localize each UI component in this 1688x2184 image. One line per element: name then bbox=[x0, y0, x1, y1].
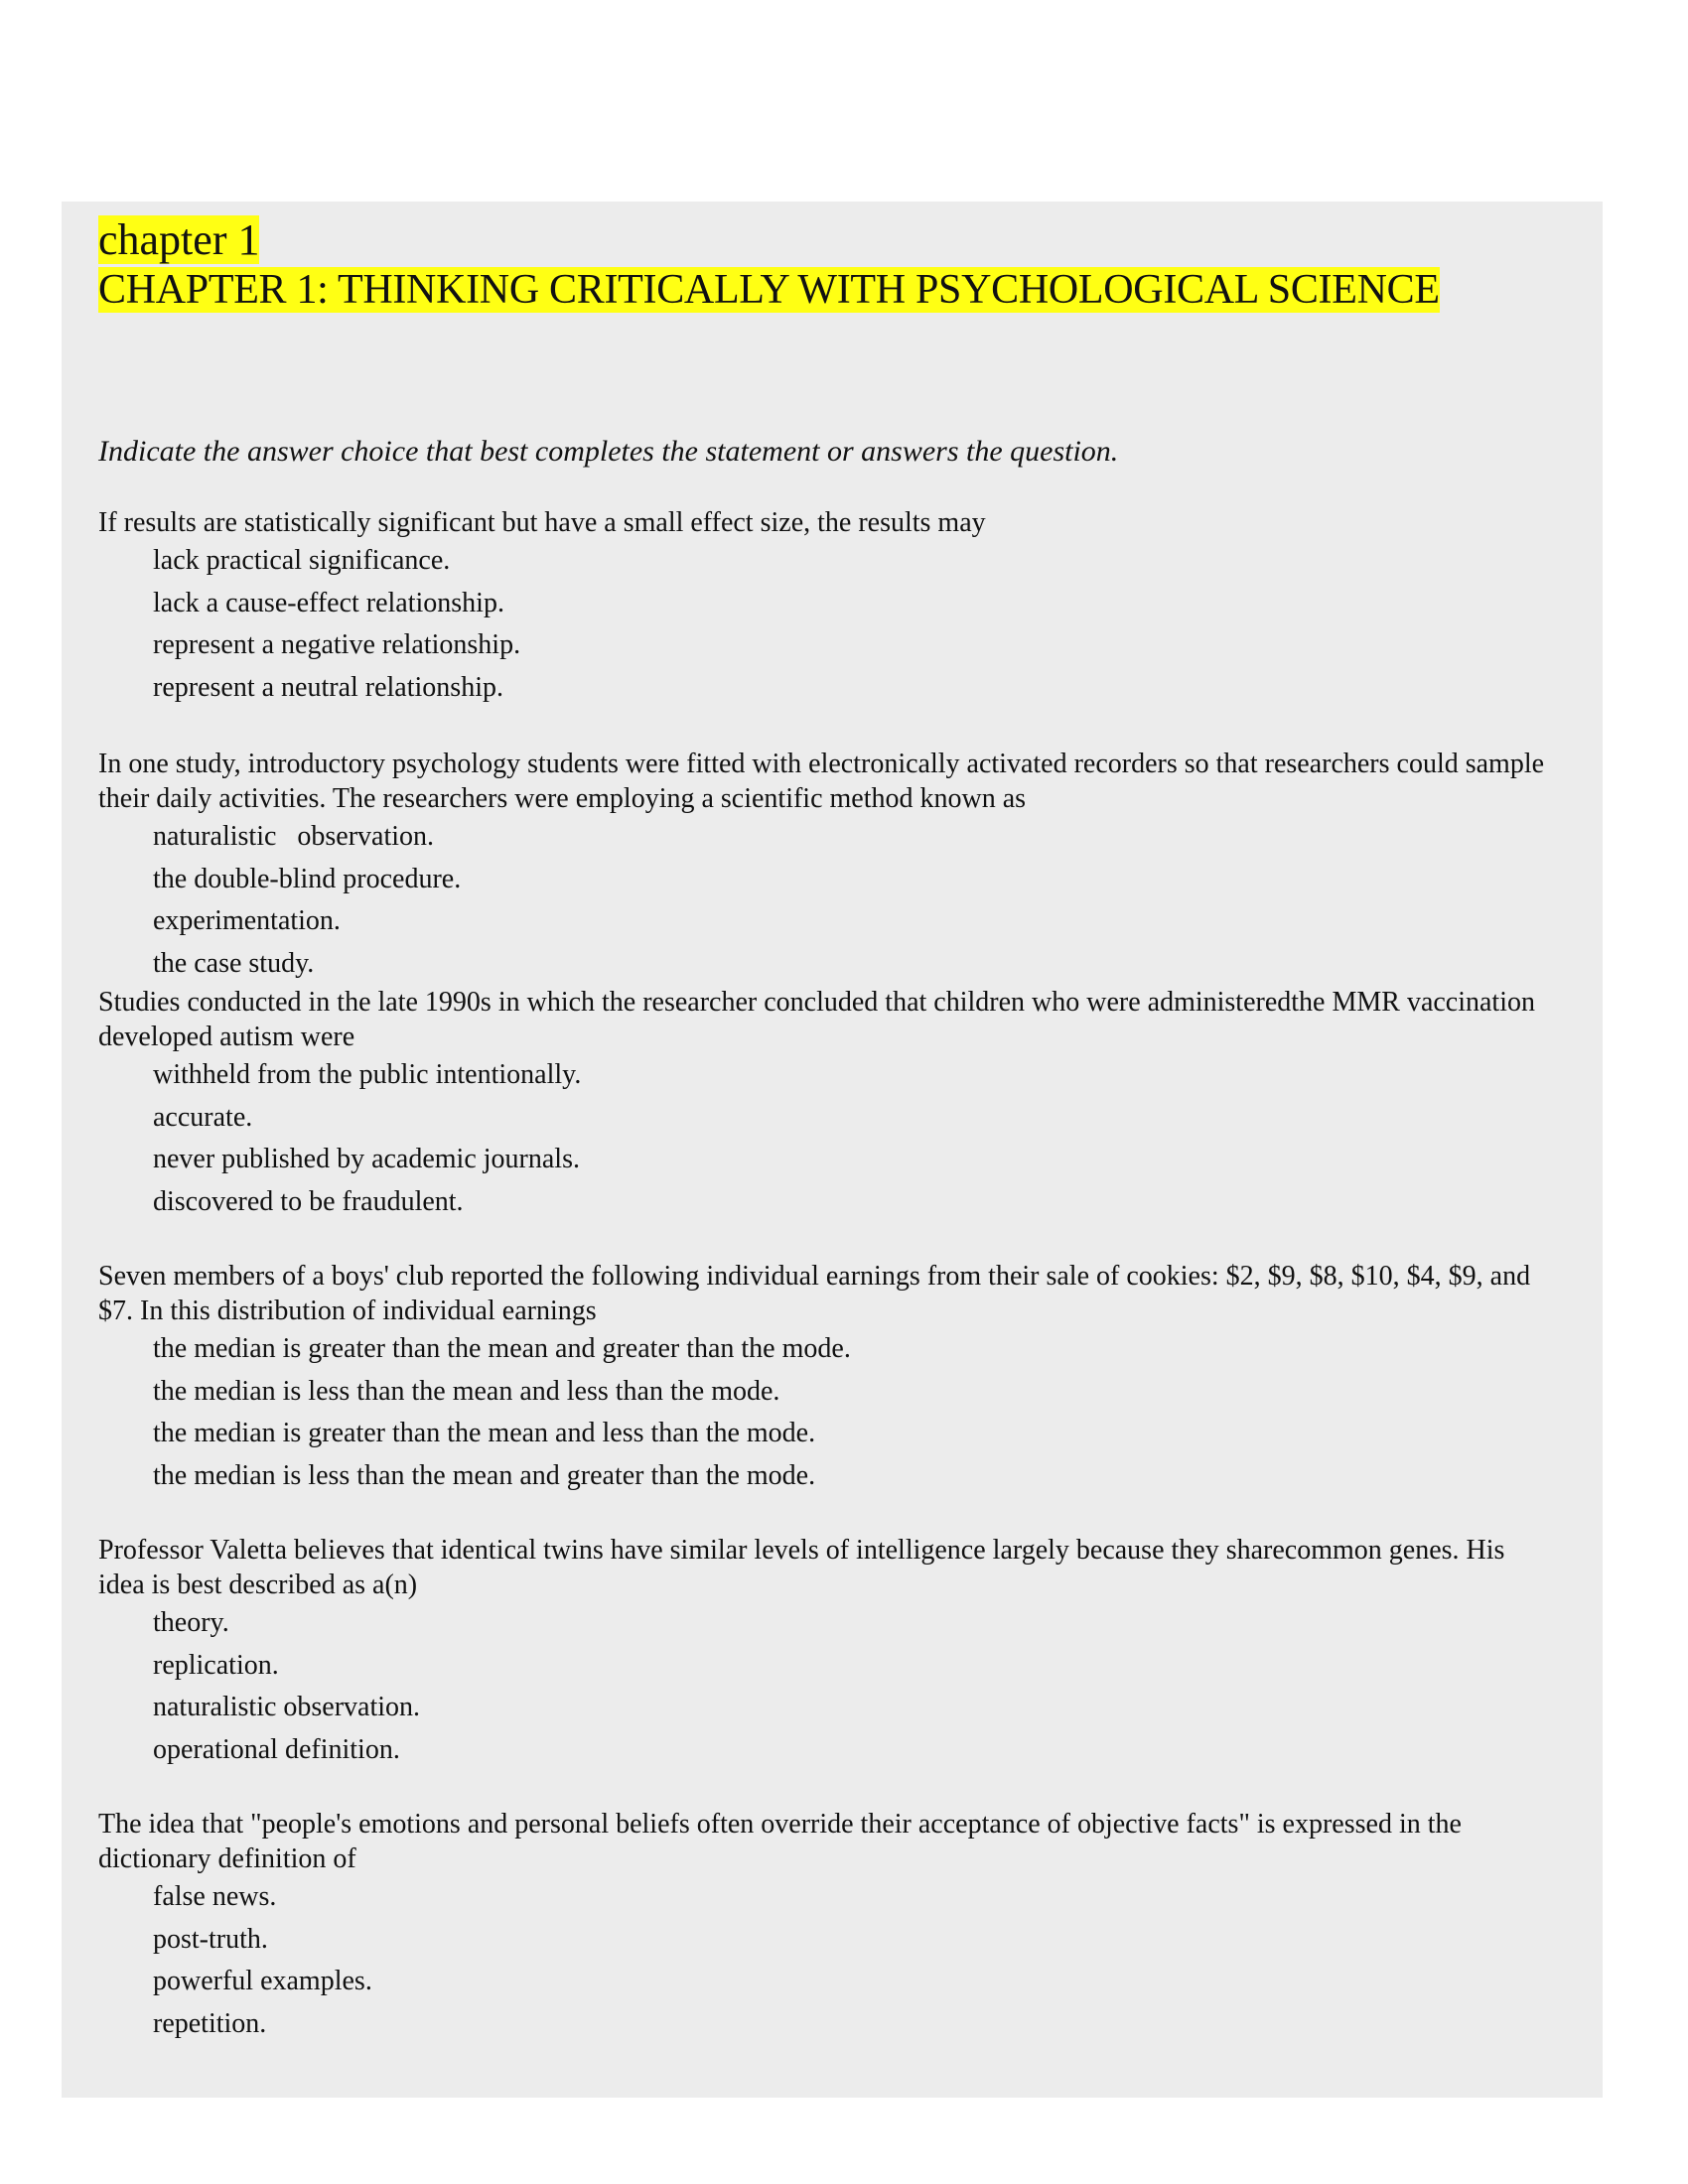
answer-choice: false news. bbox=[153, 1881, 277, 1912]
question-2 bbox=[98, 747, 1567, 985]
question-stem: Seven members of a boys' club reported the following individual earnings from their sale of cookies: $2, $9, $8, $10, $4, $9, and $7. In this distribution of individual earnings bbox=[98, 1261, 1531, 1326]
chapter-title: CHAPTER 1: THINKING CRITICALLY WITH PSYCHOLOGICAL SCIENCE bbox=[98, 267, 1440, 313]
answer-choice: experimentation. bbox=[153, 905, 341, 936]
answer-choice: lack a cause-effect relationship. bbox=[153, 587, 504, 618]
answer-choices bbox=[98, 1602, 1567, 1771]
question-1 bbox=[98, 505, 1567, 709]
question-stem: In one study, introductory psychology students were fitted with electronically activated recorders so that researchers could sample their daily activities. The researchers were employing a scientific method known as bbox=[98, 749, 1545, 814]
answer-choice: withheld from the public intentionally. bbox=[153, 1059, 582, 1090]
answer-choice: represent a negative relationship. bbox=[153, 629, 521, 660]
answer-choice: the median is greater than the mean and less than the mode. bbox=[153, 1418, 816, 1448]
answer-choices bbox=[98, 1054, 1567, 1223]
answer-choice: never published by academic journals. bbox=[153, 1144, 580, 1174]
answer-choice: replication. bbox=[153, 1649, 279, 1681]
answer-choices bbox=[98, 816, 1567, 985]
question-5 bbox=[98, 1533, 1567, 1771]
question-stem: Studies conducted in the late 1990s in which the researcher concluded that children who were administeredthe MMR vaccination developed autism were bbox=[98, 987, 1535, 1052]
answer-choice: naturalistic observation. bbox=[153, 821, 435, 852]
question-6 bbox=[98, 1807, 1567, 2045]
answer-choice: the double-blind procedure. bbox=[153, 863, 462, 894]
answer-choice: theory. bbox=[153, 1607, 229, 1638]
question-3 bbox=[98, 985, 1567, 1223]
answer-choices bbox=[98, 540, 1567, 709]
answer-choice: repetition. bbox=[153, 2007, 267, 2039]
instructions: Indicate the answer choice that best completes the statement or answers the question. bbox=[98, 435, 1119, 468]
answer-choice: the median is less than the mean and greater than the mode. bbox=[153, 1459, 816, 1491]
answer-choice: discovered to be fraudulent. bbox=[153, 1185, 464, 1217]
answer-choice: accurate. bbox=[153, 1101, 253, 1133]
question-stem: Professor Valetta believes that identical twins have similar levels of intelligence largely because they sharecommon genes. His idea is best described as a(n) bbox=[98, 1535, 1505, 1600]
chapter-label: chapter 1 bbox=[98, 215, 260, 264]
question-stem: The idea that "people's emotions and personal beliefs often override their acceptance of objective facts" is expressed in the dictionary definition of bbox=[98, 1809, 1462, 1874]
answer-choice: the median is greater than the mean and greater than the mode. bbox=[153, 1333, 851, 1364]
chapter-header bbox=[98, 215, 1567, 315]
question-stem: If results are statistically significant but have a small effect size, the results may bbox=[98, 507, 986, 538]
answer-choice: represent a neutral relationship. bbox=[153, 671, 503, 703]
answer-choice: the case study. bbox=[153, 947, 315, 979]
answer-choices bbox=[98, 1876, 1567, 2045]
question-4 bbox=[98, 1259, 1567, 1497]
answer-choice: the median is less than the mean and less than the mode. bbox=[153, 1375, 780, 1407]
answer-choice: operational definition. bbox=[153, 1733, 400, 1765]
answer-choice: naturalistic observation. bbox=[153, 1692, 421, 1722]
answer-choice: post-truth. bbox=[153, 1923, 268, 1955]
answer-choices bbox=[98, 1328, 1567, 1497]
answer-choice: lack practical significance. bbox=[153, 545, 451, 576]
answer-choice: powerful examples. bbox=[153, 1966, 372, 1996]
document-panel bbox=[62, 202, 1603, 2098]
